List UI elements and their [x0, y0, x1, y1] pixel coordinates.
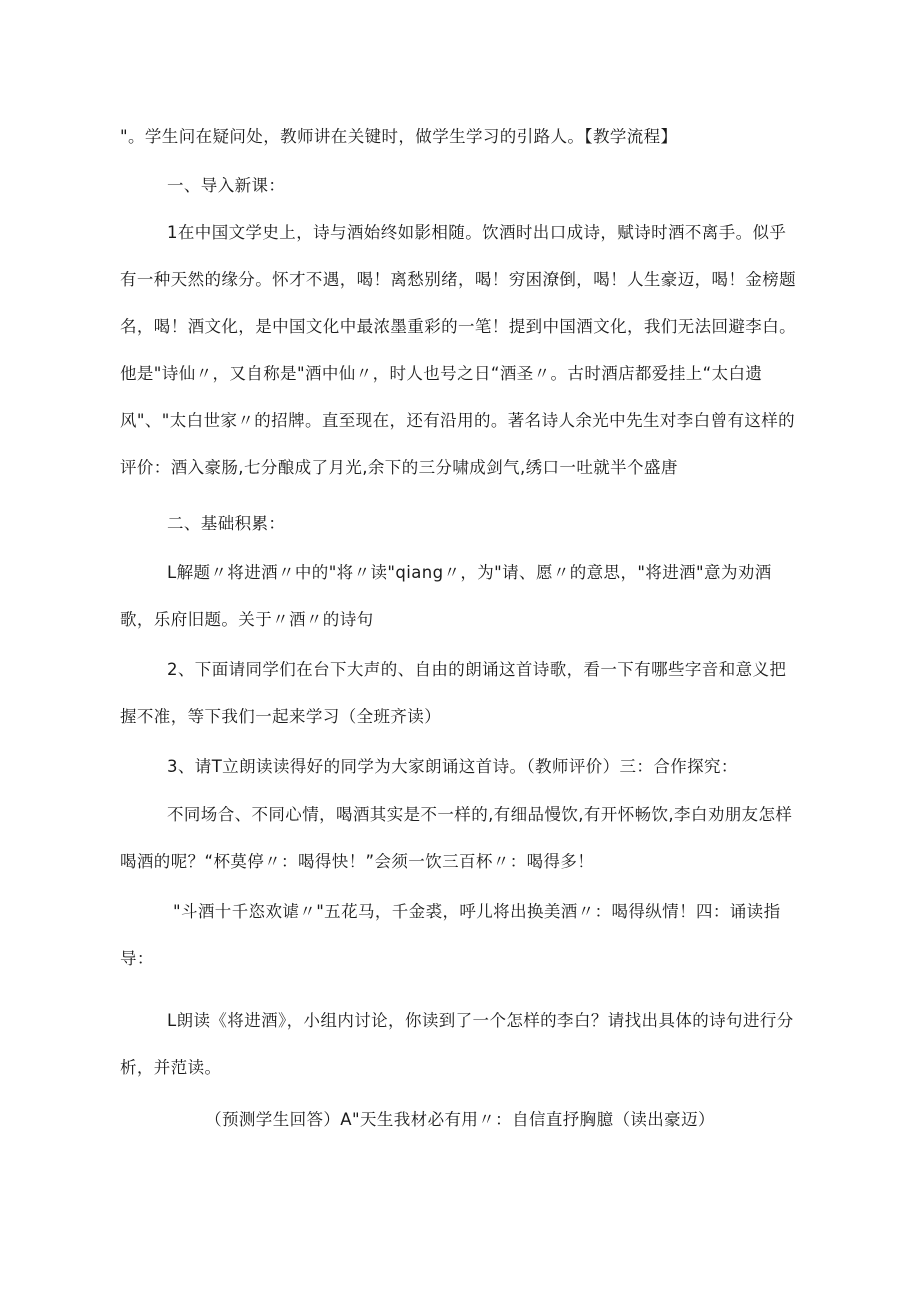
paragraph-predicted-answer: （预测学生回答）A"天生我材必有用〃：自信直抒胸臆（读出豪迈）	[205, 1110, 715, 1129]
paragraph-student-reading: 3、请T立朗读读得好的同学为大家朗诵这首诗。（教师评价）三：合作探究：	[167, 757, 738, 776]
paragraph-reading-guidance: L朗读《将进酒》，小组内讨论，你读到了一个怎样的李白？请找出具体的诗句进行分析，并范读。	[120, 1011, 794, 1077]
paragraph-drinking-scenes: 不同场合、不同心情，喝酒其实是不一样的,有细品慢饮,有开怀畅饮,李白劝朋友怎样喝酒的呢？“杯莫停〃：喝得快！”会须一饮三百杯〃：喝得多！	[120, 805, 793, 871]
paragraph-drinking-quotes: "斗酒十千恣欢谑〃"五花马，千金裘，呼儿将出换美酒〃：喝得纵情！四：诵读指导：	[120, 902, 781, 968]
section-heading-intro: 一、导入新课：	[167, 176, 286, 195]
paragraph-title-explanation: L解题〃将进酒〃中的"将〃读"qiang〃，为"请、愿〃的意思，"将进酒"意为劝酒歌，乐府旧题。关于〃酒〃的诗句	[120, 563, 772, 629]
section-heading-basics: 二、基础积累：	[167, 514, 286, 533]
paragraph-free-reading: 2、下面请同学们在台下大声的、自由的朗诵这首诗歌，看一下有哪些字音和意义把握不准，等下我们一起来学习（全班齐读）	[120, 660, 787, 726]
paragraph-intro-body: 1在中国文学史上，诗与酒始终如影相随。饮酒时出口成诗，赋诗时酒不离手。似乎有一种天然的缘分。怀才不遇，喝！离愁别绪，喝！穷困潦倒，喝！人生豪迈，喝！金榜题名，喝！酒文化，是中国文化中最浓墨重彩的一笔！提到中国酒文化，我们无法回避李白。他是"诗仙〃，又自称是"酒中仙〃，时人也号之日“酒圣〃。古时酒店都爱挂上“太白遗风"、"太白世家〃的招牌。直至现在，还有沿用的。著名诗人余光中先生对李白曾有这样的评价：酒入豪肠,七分酿成了月光,余下的三分啸成剑气,绣口一吐就半个盛唐	[120, 223, 796, 477]
intro-paragraph: "。学生问在疑问处，教师讲在关键时，做学生学习的引路人。【教学流程】	[120, 127, 678, 146]
